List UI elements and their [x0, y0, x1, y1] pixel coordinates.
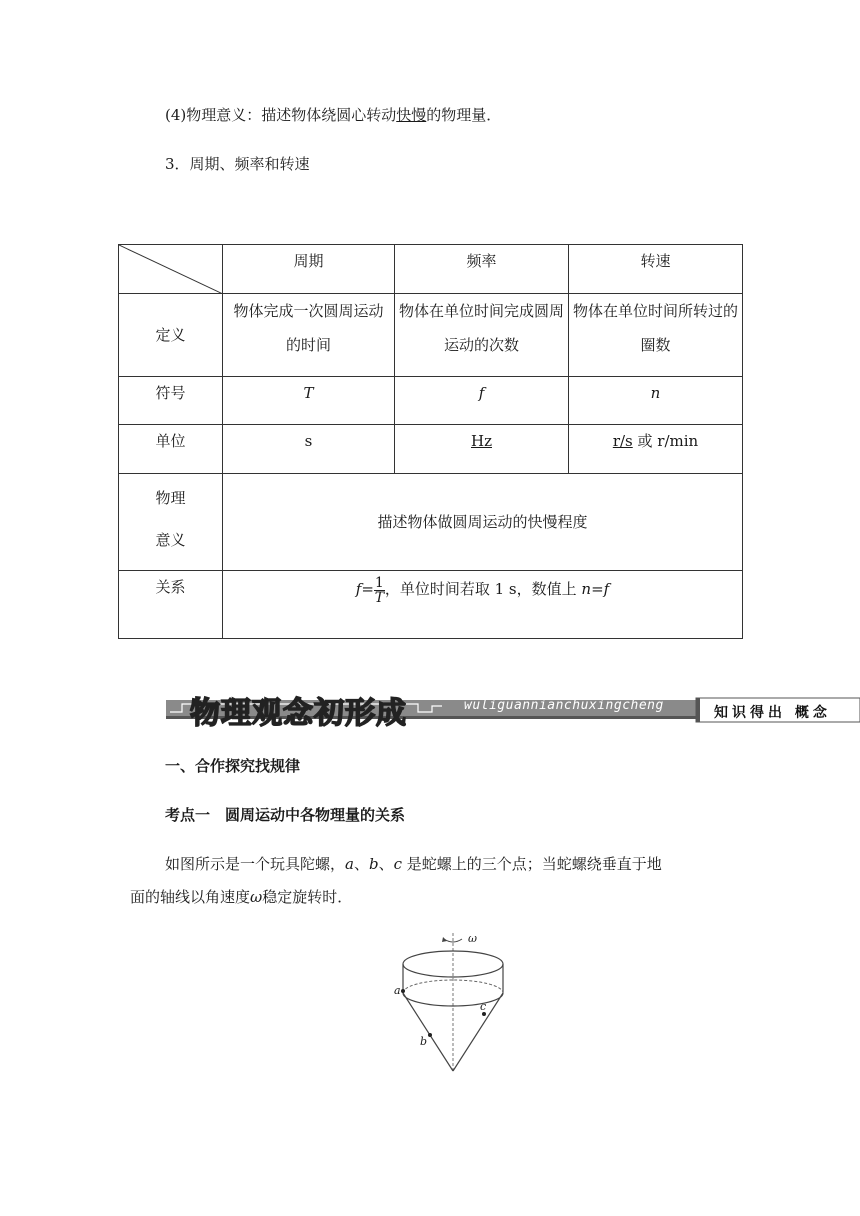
section3-heading: 3．周期、频率和转速 — [165, 155, 310, 173]
paragraph-line-1 — [165, 853, 662, 875]
header-speed: 转速 — [569, 245, 743, 294]
meaning-line — [165, 104, 501, 126]
header-period: 周期 — [223, 245, 395, 294]
symbol-period: T — [223, 377, 395, 425]
meaning-value: 描述物体做圆周运动的快慢程度 — [223, 474, 743, 571]
row-label-definition: 定义 — [119, 294, 223, 377]
meaning-underlined: 快慢 — [396, 106, 427, 124]
period-frequency-speed-table — [118, 244, 743, 639]
section-banner — [166, 686, 860, 731]
row-label-symbol: 符号 — [119, 377, 223, 425]
para-text-1a: 如图所示是一个玩具陀螺， — [165, 855, 346, 873]
table-corner-cell — [119, 245, 223, 294]
relation-n: n — [581, 580, 592, 598]
omega-label: ω — [468, 932, 477, 945]
para-text-2a: 面的轴线以角速度 — [130, 888, 251, 906]
symbol-frequency: f — [395, 377, 569, 425]
relation-f: f — [355, 580, 362, 598]
symbol-speed: n — [569, 377, 743, 425]
para-sep-2: 、 — [378, 855, 394, 873]
spinning-top-figure — [380, 925, 520, 1075]
para-text-1b: 是蛇螺上的三个点；当蛇螺绕垂直于地 — [402, 855, 662, 873]
unit-speed-rest: 或 r/min — [632, 432, 699, 450]
relation-text: ，单位时间若取 1 s，数值上 — [384, 580, 577, 598]
unit-speed — [569, 425, 743, 474]
relation-fraction — [374, 576, 385, 605]
point-a-label: a — [394, 984, 401, 997]
section-one-heading: 一、合作探究找规律 — [165, 757, 301, 775]
banner-pinyin: wuliguannianchuxingcheng — [464, 698, 664, 713]
para-omega: ω — [250, 888, 263, 906]
definition-period: 物体完成一次圆周运动的时间 — [223, 294, 395, 377]
relation-f2: f — [603, 580, 610, 598]
point-b-label: b — [420, 1035, 428, 1048]
spinning-top-drawing — [380, 925, 520, 1075]
para-point-c: c — [393, 855, 403, 873]
relation-value — [223, 571, 743, 639]
row-label-meaning — [119, 474, 223, 571]
relation-eq2: = — [591, 580, 604, 598]
row-label-meaning-line1: 物理 — [155, 489, 186, 507]
row-label-meaning-line2: 意义 — [155, 531, 186, 549]
para-text-2b: 稳定旋转时． — [262, 888, 353, 906]
row-label-relation: 关系 — [119, 571, 223, 639]
definition-frequency: 物体在单位时间完成圆周运动的次数 — [395, 294, 569, 377]
fraction-denominator: T — [374, 589, 385, 606]
para-point-a: a — [345, 855, 354, 873]
para-point-b: b — [368, 855, 379, 873]
meaning-prefix: (4)物理意义：描述物体绕圆心转动 — [165, 106, 397, 124]
meaning-suffix: 的物理量． — [426, 106, 502, 124]
unit-frequency: Hz — [395, 425, 569, 474]
relation-eq: = — [361, 580, 374, 598]
banner-title: 物理观念初形成 — [190, 696, 407, 731]
banner-right-text: 知识得出 概念 — [714, 705, 831, 721]
header-frequency: 频率 — [395, 245, 569, 294]
para-sep-1: 、 — [353, 855, 369, 873]
diagonal-line — [119, 245, 223, 294]
fraction-numerator: 1 — [374, 574, 384, 591]
unit-speed-rps: r/s — [612, 432, 633, 450]
definition-speed: 物体在单位时间所转过的圈数 — [569, 294, 743, 377]
topic-heading: 考点一 圆周运动中各物理量的关系 — [165, 806, 406, 824]
paragraph-line-2 — [130, 886, 352, 908]
point-c-label: c — [480, 1000, 487, 1013]
unit-period: s — [223, 425, 395, 474]
row-label-unit: 单位 — [119, 425, 223, 474]
